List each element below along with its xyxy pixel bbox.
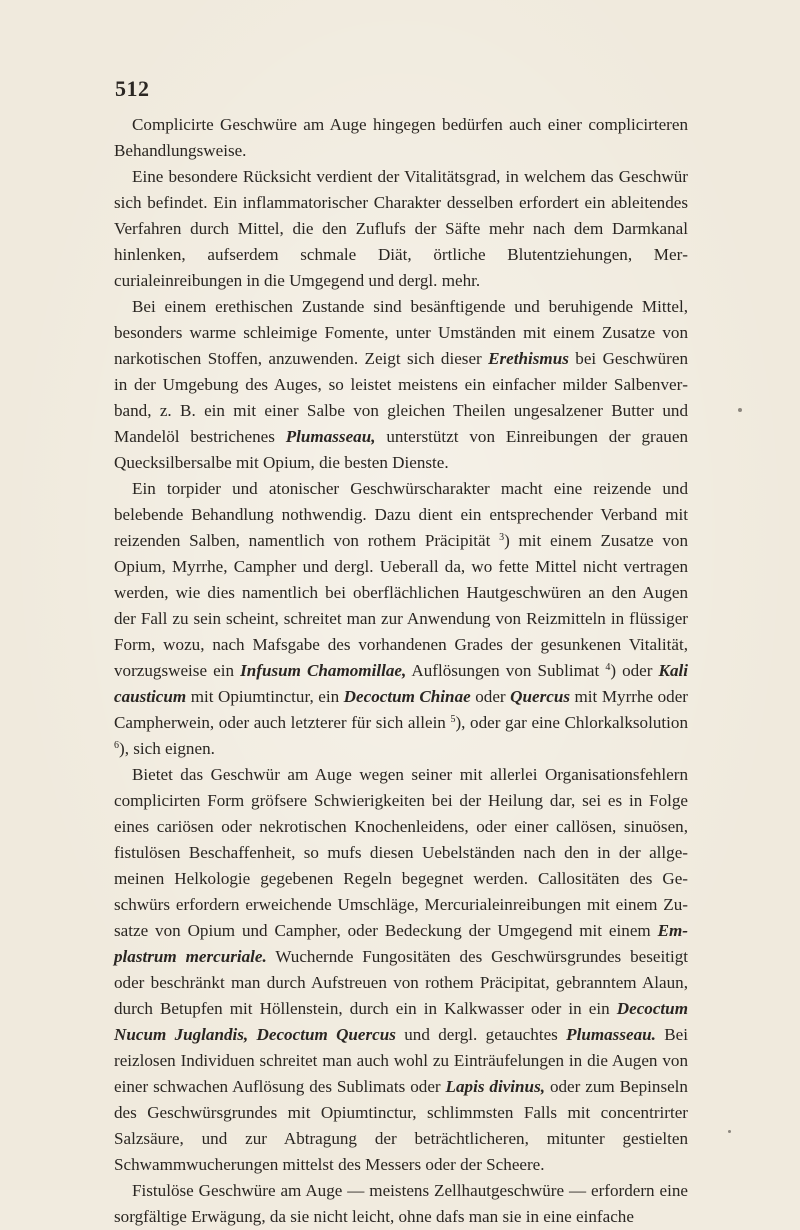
text-run: Eine besondere Rücksicht verdient der Vitalitätsgrad, in welchem das Geschwür sich befindet. Ein inflammatorischer Charakter desselben erfordert ein ableitendes Verfahren durch Mittel, die den Zuflufs der Säfte mehr nach dem Darmkanal hinlenken, aufserdem schmale Diät, örtliche Blutentziehungen, Mercurialeinreibungen in die Umgegend und dergl. mehr. bbox=[114, 167, 688, 290]
paragraph bbox=[114, 476, 688, 762]
latin-term: Plumasseau, bbox=[285, 427, 376, 446]
text-run: Complicirte Geschwüre am Auge hingegen bedürfen auch einer complicirteren Behandlungsweise. bbox=[114, 115, 688, 160]
latin-term: Plumasseau. bbox=[566, 1025, 656, 1044]
text-run: ) mit einem Zusatze von Opium, Myrrhe, Campher und dergl. Ueberall da, wo fette Mittel nicht vertragen werden, wie dies namentlich bei oberflächlichen Hautgeschwüren an den Augen der Fall zu sein scheint, schreitet man zur Anwendung von Reizmitteln in flüssiger Form, wozu, nach Mafsgabe des vorhandenen Grades der gesunkenen Vitalität, vorzugsweise ein bbox=[114, 531, 688, 680]
page-number: 512 bbox=[115, 76, 150, 101]
text-run: oder bbox=[470, 687, 511, 706]
latin-term: Lapis divinus, bbox=[445, 1077, 545, 1096]
text-run: bei Geschwüren in der Umgebung des Auges, so leistet meistens ein einfacher milder Salbenverband, z. B. ein mit einer Salbe von gleichen Theilen ungesalzener Butter und Mandelöl bestrichenes bbox=[114, 349, 688, 446]
latin-term: Infusum Chamomillae, bbox=[240, 661, 407, 680]
text-run: und dergl. getauchtes bbox=[395, 1025, 567, 1044]
footnote-marker: 5 bbox=[450, 714, 456, 725]
footnote-marker: 4 bbox=[605, 662, 611, 673]
latin-term: Kali causticum bbox=[114, 661, 688, 706]
text-run: Bietet das Geschwür am Auge wegen seiner mit allerlei Organisationsfehlern complicirten Form gröfsere Schwierigkeiten bei der Heilung dar, sei es in Folge eines cariösen oder nekrotischen Knochenleidens, oder einer callösen, sinuösen, fistulösen Beschaffenheit, so mufs diesen Uebelständen nach den in der allgemeinen Helkologie gegebenen Regeln begegnet werden. Callositäten des Geschwürs erfordern erweichende Umschläge, Mercurialeinreibungen mit einem Zusatze von Opium und Campher, oder Bedeckung der Umgegend mit einem bbox=[114, 765, 688, 940]
paragraph bbox=[114, 762, 688, 1178]
text-run: ), sich eignen. bbox=[119, 739, 215, 758]
text-run: mit Opiumtinctur, ein bbox=[186, 687, 344, 706]
paragraph bbox=[114, 1178, 688, 1230]
text-run: Ein torpider und atonischer Geschwürscharakter macht eine reizende und belebende Behandlung nothwendig. Dazu dient ein entsprechender Verband mit reizenden Salben, namentlich von rothem Präcipität bbox=[114, 479, 688, 550]
paragraph bbox=[114, 294, 688, 476]
paragraph bbox=[114, 112, 688, 164]
text-run: mit Myrrhe oder Campherwein, oder auch letzterer für sich allein bbox=[114, 687, 688, 732]
text-run: Auflösungen von Sublimat bbox=[406, 661, 606, 680]
footnote-marker: 6 bbox=[114, 740, 119, 751]
text-run: Fistulöse Geschwüre am Auge — meistens Zellhautgeschwüre — erfordern eine sorgfältige Erwägung, da sie nicht leicht, ohne dafs man sie in eine einfache bbox=[114, 1181, 688, 1226]
text-run: ), oder gar eine Chlorkalksolution bbox=[455, 713, 688, 732]
latin-term: Decoctum Nucum Juglandis, Decoctum Quercus bbox=[114, 999, 688, 1044]
footnote-marker: 3 bbox=[499, 532, 505, 543]
text-run: ) oder bbox=[610, 661, 659, 680]
latin-term: Emplastrum mercuriale. bbox=[114, 921, 688, 966]
text-run: Bei reizlosen Individuen schreitet man auch wohl zu Einträufelungen in die Augen von einer schwachen Auflösung des Sublimats oder bbox=[114, 1025, 688, 1096]
latin-term: Erethismus bbox=[488, 349, 569, 368]
text-run: Bei einem erethischen Zustande sind besänftigende und beruhigende Mittel, besonders warme schleimige Fomente, unter Umständen mit einem Zusatze von narkotischen Stoffen, anzuwenden. Zeigt sich dieser bbox=[114, 297, 688, 368]
ink-speck bbox=[738, 408, 742, 412]
latin-term: Decoctum Chinae bbox=[343, 687, 471, 706]
text-run: unterstützt von Einreibungen der grauen Quecksilbersalbe mit Opium, die besten Dienste. bbox=[114, 427, 688, 472]
text-run: oder zum Bepinseln des Geschwürsgrundes mit Opiumtinctur, schlimmsten Falls mit concentrirter Salzsäure, und zur Abtragung der beträchtlicheren, mitunter gestielten Schwammwucherungen mittelst des Messers oder der Scheere. bbox=[114, 1077, 688, 1174]
text-run: Wuchernde Fungositäten des Geschwürsgrundes beseitigt oder beschränkt man durch Aufstreuen von rothem Präcipitat, gebranntem Alaun, durch Betupfen mit Höllenstein, durch ein in Kalkwasser oder in ein bbox=[114, 947, 688, 1018]
latin-term: Quercus bbox=[510, 687, 570, 706]
ink-speck bbox=[728, 1130, 731, 1133]
body-text bbox=[114, 112, 688, 1230]
paragraph bbox=[114, 164, 688, 294]
